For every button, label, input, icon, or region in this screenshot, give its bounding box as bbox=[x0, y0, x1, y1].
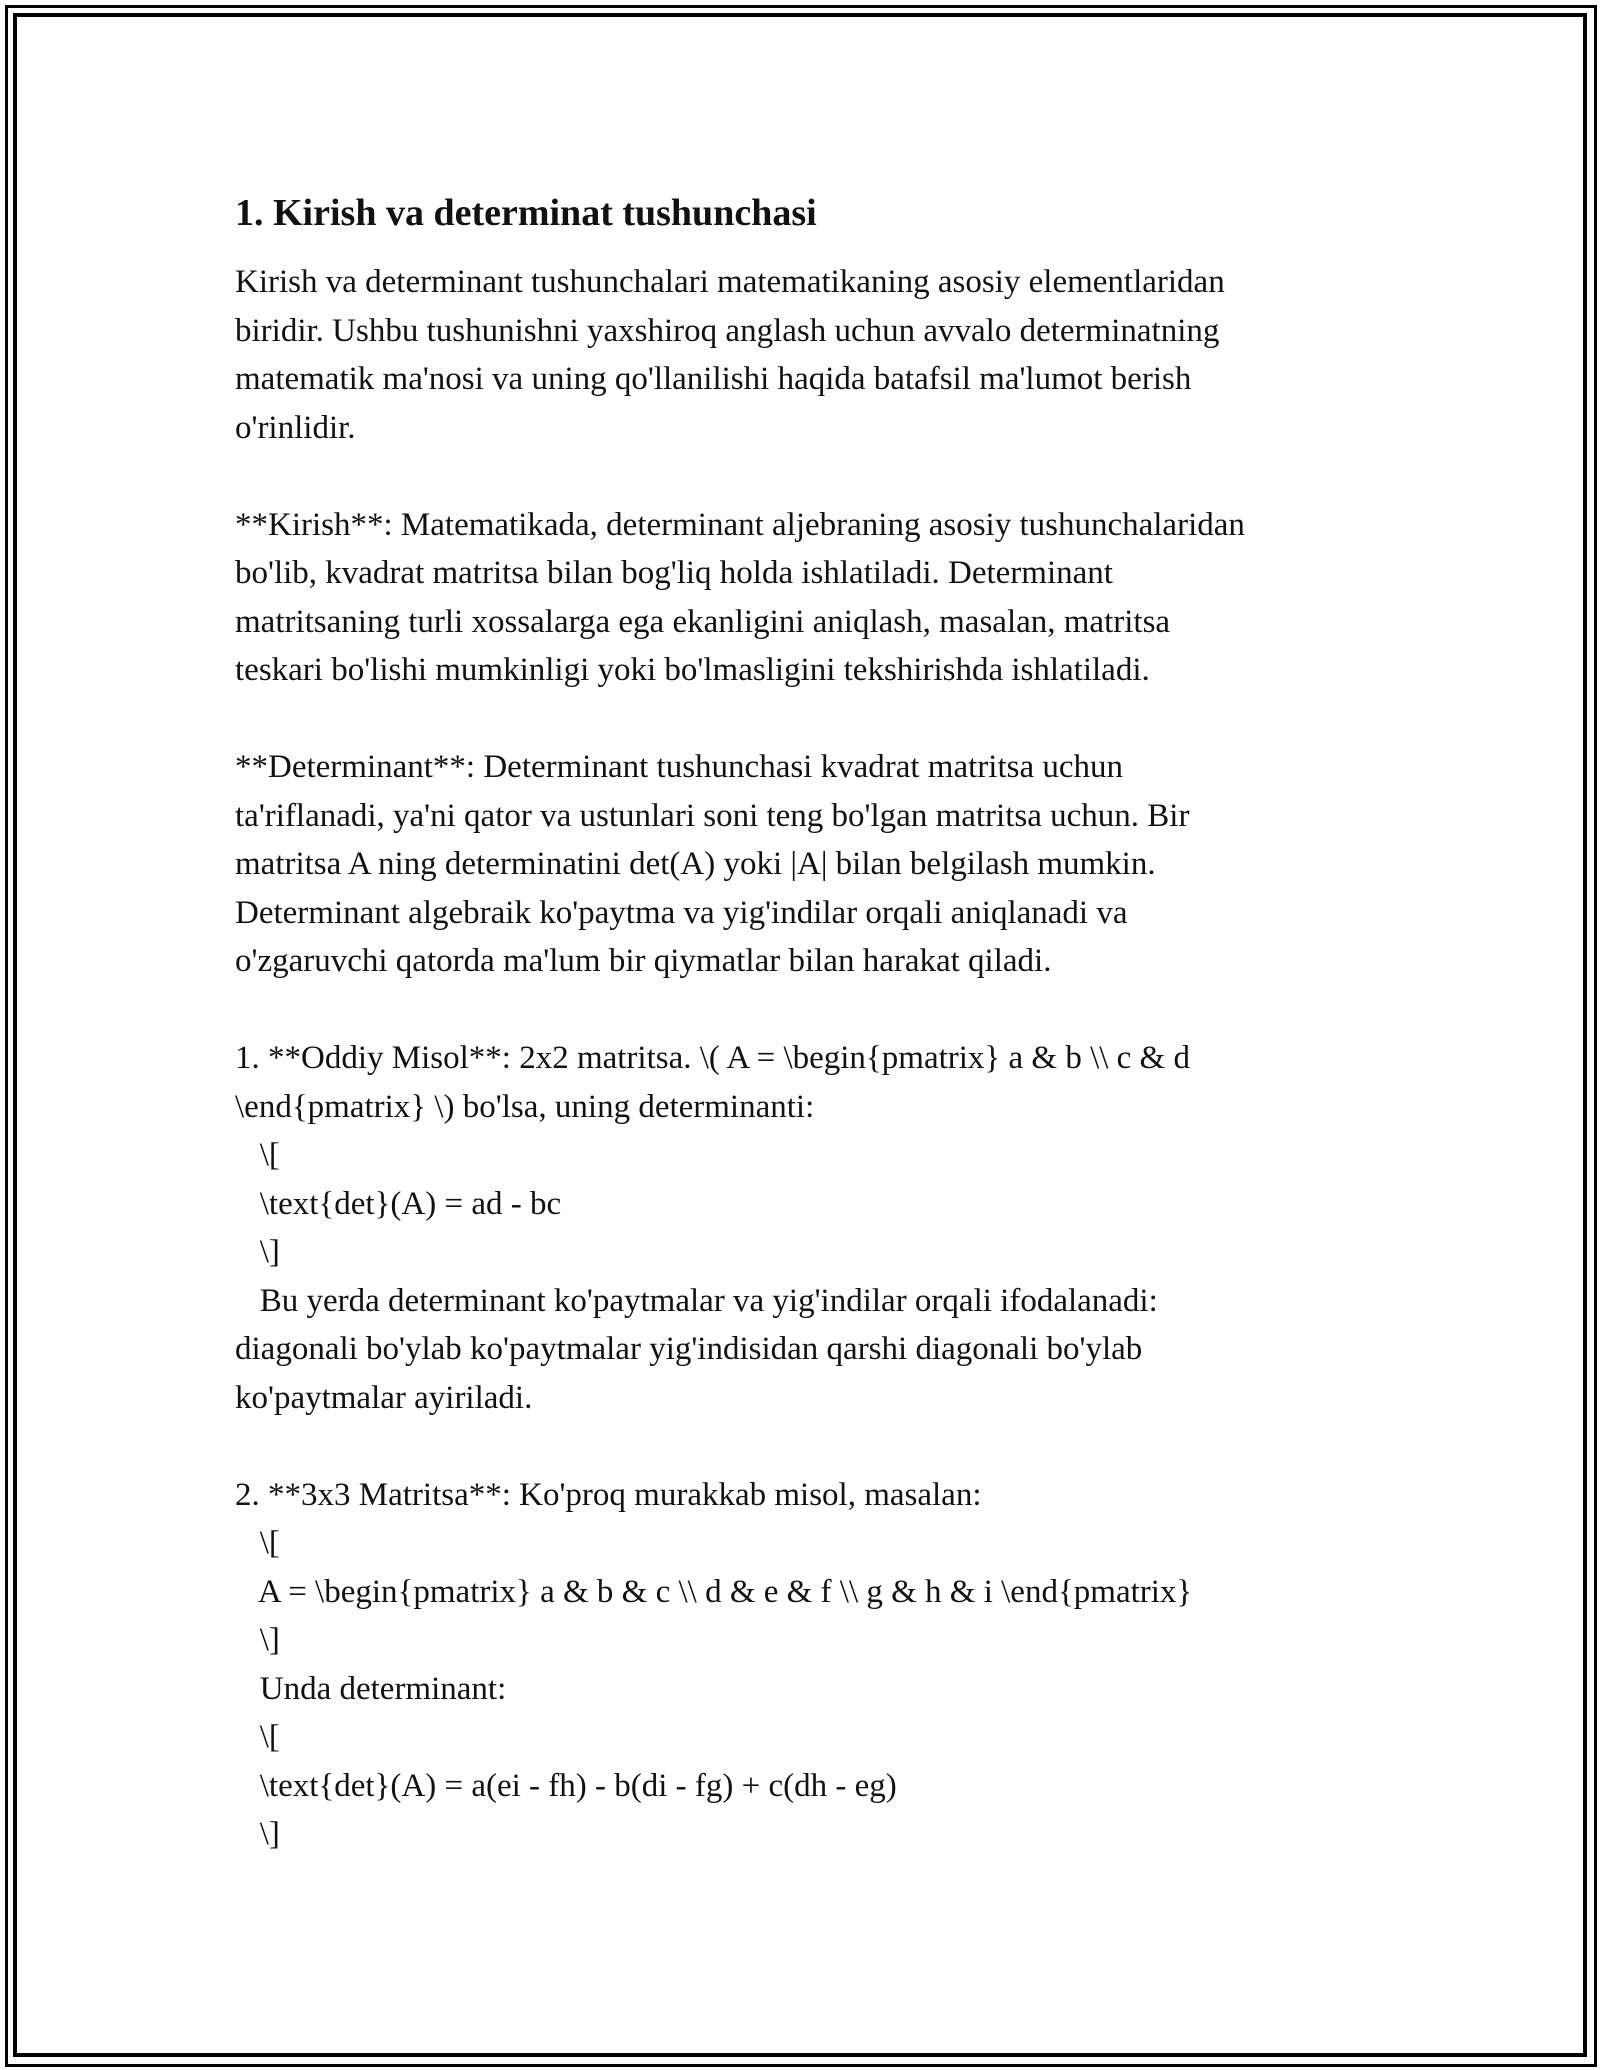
text-line: matritsa A ning determinatini det(A) yoki |A| bilan belgilash mumkin. bbox=[235, 846, 1156, 882]
paragraph-determinant bbox=[235, 743, 1370, 986]
text-line: **Determinant**: Determinant tushunchasi kvadrat matritsa uchun bbox=[235, 749, 1124, 785]
document-body bbox=[235, 188, 1370, 1907]
paragraph-intro bbox=[235, 258, 1370, 452]
text-line: matritsaning turli xossalarga ega ekanligini aniqlash, masalan, matritsa bbox=[235, 603, 1171, 640]
text-line: diagonali bo'ylab ko'paytmalar yig'indisidan qarshi diagonali bo'ylab bbox=[235, 1331, 1143, 1367]
text-line: A = \begin{pmatrix} a & b & c \\ d & e & f \\ g & h & i \end{pmatrix} bbox=[235, 1573, 1193, 1610]
text-line: matematik ma'nosi va uning qo'llanilishi haqida batafsil ma'lumot berish bbox=[235, 361, 1192, 397]
text-line: \[ bbox=[235, 1525, 280, 1561]
text-line: 2. **3x3 Matritsa**: Ko'proq murakkab misol, masalan: bbox=[235, 1476, 982, 1513]
text-line: \] bbox=[235, 1622, 280, 1658]
text-line: \[ bbox=[235, 1719, 280, 1755]
text-line: \end{pmatrix} \) bo'lsa, uning determinanti: bbox=[235, 1088, 815, 1125]
text-line: bo'lib, kvadrat matritsa bilan bog'liq holda ishlatiladi. Determinant bbox=[235, 555, 1113, 591]
paragraph-example-2x2 bbox=[235, 1034, 1370, 1422]
text-line: biridir. Ushbu tushunishni yaxshiroq anglash uchun avvalo determinatning bbox=[235, 312, 1220, 349]
text-line: Unda determinant: bbox=[235, 1670, 507, 1707]
text-line: ko'paytmalar ayiriladi. bbox=[235, 1379, 533, 1416]
text-line: **Kirish**: Matematikada, determinant aljebraning asosiy tushunchalaridan bbox=[235, 506, 1245, 543]
text-line: \] bbox=[235, 1816, 280, 1852]
text-line: \[ bbox=[235, 1137, 280, 1173]
text-line: teskari bo'lishi mumkinligi yoki bo'lmasligini tekshirishda ishlatiladi. bbox=[235, 652, 1150, 688]
text-line: \text{det}(A) = ad - bc bbox=[235, 1185, 562, 1222]
paragraph-kirish bbox=[235, 501, 1370, 695]
text-line: 1. **Oddiy Misol**: 2x2 matritsa. \( A = \begin{pmatrix} a & b \\ c & d bbox=[235, 1040, 1190, 1076]
text-line: ta'riflanadi, ya'ni qator va ustunlari soni teng bo'lgan matritsa uchun. Bir bbox=[235, 797, 1190, 834]
text-line: o'zgaruvchi qatorda ma'lum bir qiymatlar bilan harakat qiladi. bbox=[235, 943, 1052, 979]
text-line: o'rinlidir. bbox=[235, 409, 356, 446]
text-line: Kirish va determinant tushunchalari matematikaning asosiy elementlaridan bbox=[235, 264, 1225, 300]
paragraph-example-3x3 bbox=[235, 1471, 1370, 1859]
text-line: Bu yerda determinant ko'paytmalar va yig'indilar orqali ifodalanadi: bbox=[235, 1282, 1158, 1319]
section-heading: 1. Kirish va determinat tushunchasi bbox=[235, 192, 817, 234]
text-line: \] bbox=[235, 1234, 280, 1270]
text-line: Determinant algebraik ko'paytma va yig'indilar orqali aniqlanadi va bbox=[235, 894, 1128, 931]
text-line: \text{det}(A) = a(ei - fh) - b(di - fg) + c(dh - eg) bbox=[235, 1767, 897, 1804]
